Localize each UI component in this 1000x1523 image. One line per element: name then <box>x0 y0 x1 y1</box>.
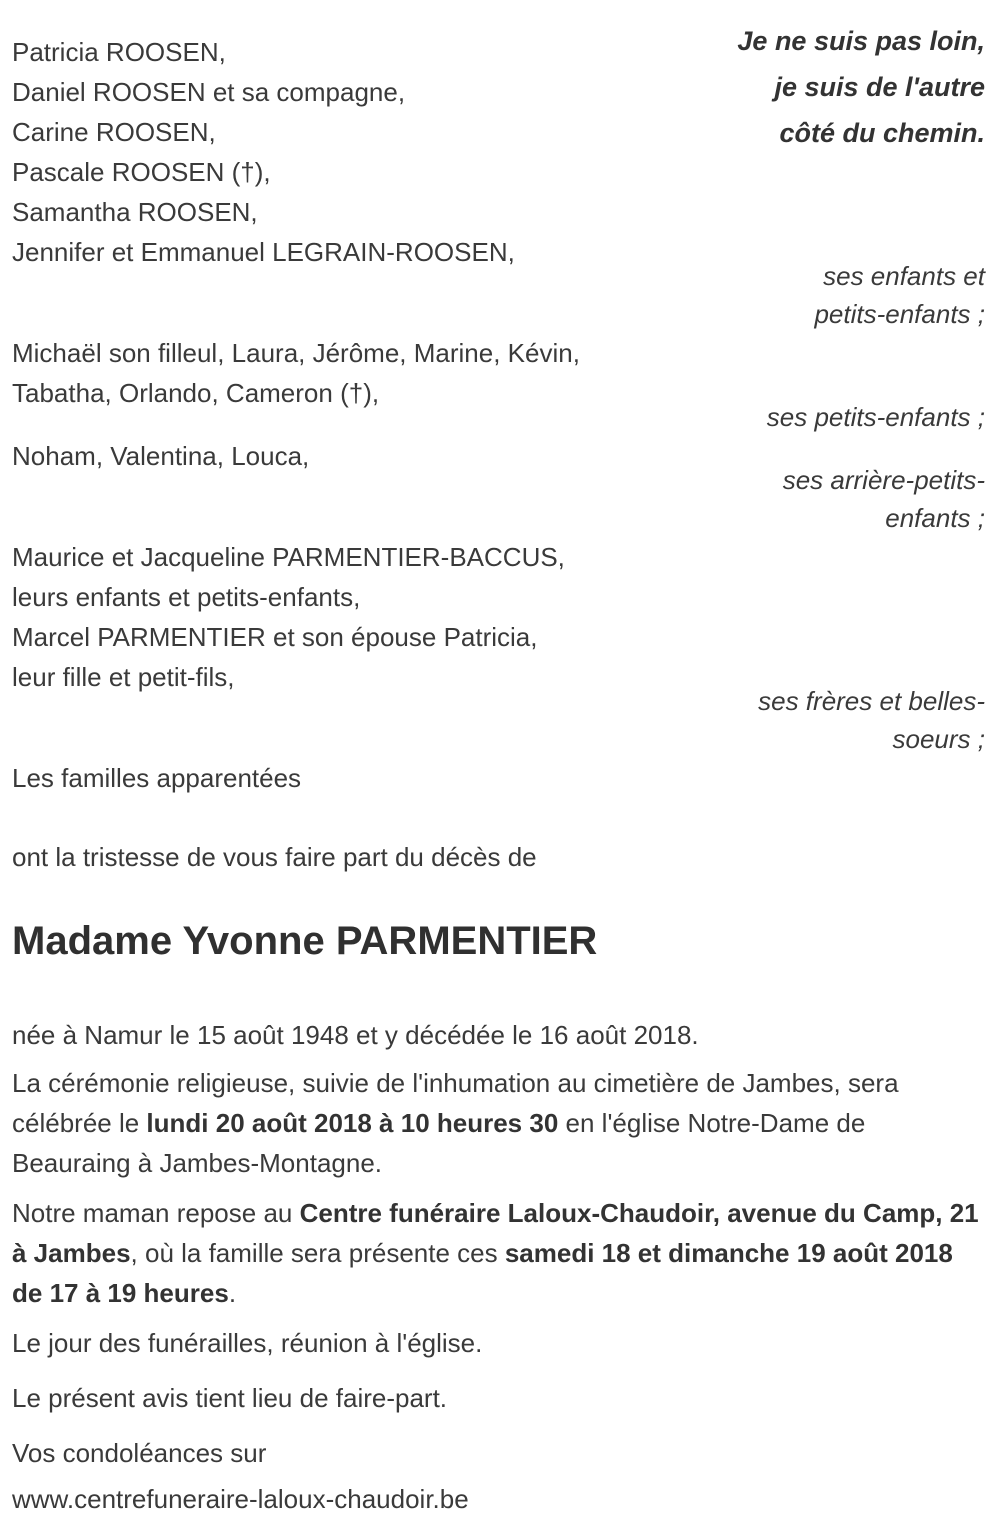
ceremony-datetime: lundi 20 août 2018 à 10 heures 30 <box>146 1108 559 1138</box>
visitation-paragraph <box>12 1193 985 1313</box>
family-group-siblings <box>12 537 985 758</box>
epigraph-line: côté du chemin. <box>779 118 985 148</box>
family-names <box>12 537 985 697</box>
family-name-line: Noham, Valentina, Louca, <box>12 441 310 471</box>
relation-line: petits-enfants ; <box>814 299 985 329</box>
relation-line: ses petits-enfants ; <box>766 402 985 432</box>
website-url: www.centrefuneraire-laloux-chaudoir.be <box>12 1484 469 1514</box>
family-name-line: Carine ROOSEN, <box>12 117 216 147</box>
related-families-line: Les familles apparentées <box>12 763 302 793</box>
epigraph-line: je suis de l'autre <box>774 72 985 102</box>
relation-line: soeurs ; <box>892 724 985 754</box>
ceremony-paragraph <box>12 1063 985 1183</box>
family-name-line: Marcel PARMENTIER et son épouse Patricia, <box>12 622 538 652</box>
relation-line: ses enfants et <box>823 261 985 291</box>
relation-line: enfants ; <box>885 503 985 533</box>
funeral-day-line: Le jour des funérailles, réunion à l'église. <box>12 1328 483 1358</box>
epigraph-quote <box>737 18 985 156</box>
family-group-great-grandchildren <box>12 436 985 537</box>
deceased-name-title: Madame Yvonne PARMENTIER <box>12 919 598 963</box>
ceremony-text: La cérémonie religieuse, suivie de l'inhumation au cimetière de Jambes, sera célébrée le <box>12 1068 899 1138</box>
condolences-line: Vos condoléances sur <box>12 1438 267 1468</box>
family-name-line: Pascale ROOSEN (†), <box>12 157 271 187</box>
relation-line: ses arrière-petits- <box>782 465 985 495</box>
funeral-home-address: Centre funéraire Laloux-Chaudoir, avenue du Camp, 21 à Jambes <box>12 1198 979 1268</box>
visitation-text: Notre maman repose au <box>12 1198 300 1228</box>
family-name-line: Samantha ROOSEN, <box>12 197 258 227</box>
legal-notice-line: Le présent avis tient lieu de faire-part. <box>12 1383 448 1413</box>
visitation-datetime: samedi 18 et dimanche 19 août 2018 de 17 à 19 heures <box>12 1238 953 1308</box>
visitation-text: , où la famille sera présente ces <box>130 1238 505 1268</box>
family-name-line: leur fille et petit-fils, <box>12 662 235 692</box>
announcement-line: ont la tristesse de vous faire part du décès de <box>12 842 537 872</box>
epigraph-line: Je ne suis pas loin, <box>737 26 985 56</box>
family-name-line: Jennifer et Emmanuel LEGRAIN-ROOSEN, <box>12 237 515 267</box>
family-name-line: Michaël son filleul, Laura, Jérôme, Marine, Kévin, <box>12 338 580 368</box>
family-name-line: Patricia ROOSEN, <box>12 37 226 67</box>
life-dates-line: née à Namur le 15 août 1948 et y décédée le 16 août 2018. <box>12 1020 699 1050</box>
family-name-line: leurs enfants et petits-enfants, <box>12 582 361 612</box>
family-name-line: Tabatha, Orlando, Cameron (†), <box>12 378 380 408</box>
family-group-grandchildren <box>12 333 985 436</box>
relation-line: ses frères et belles- <box>758 686 985 716</box>
visitation-text: . <box>228 1278 237 1308</box>
ceremony-text: en l'église Notre-Dame de Beauraing à Jambes-Montagne. <box>12 1108 866 1178</box>
family-name-line: Daniel ROOSEN et sa compagne, <box>12 77 406 107</box>
family-name-line: Maurice et Jacqueline PARMENTIER-BACCUS, <box>12 542 565 572</box>
